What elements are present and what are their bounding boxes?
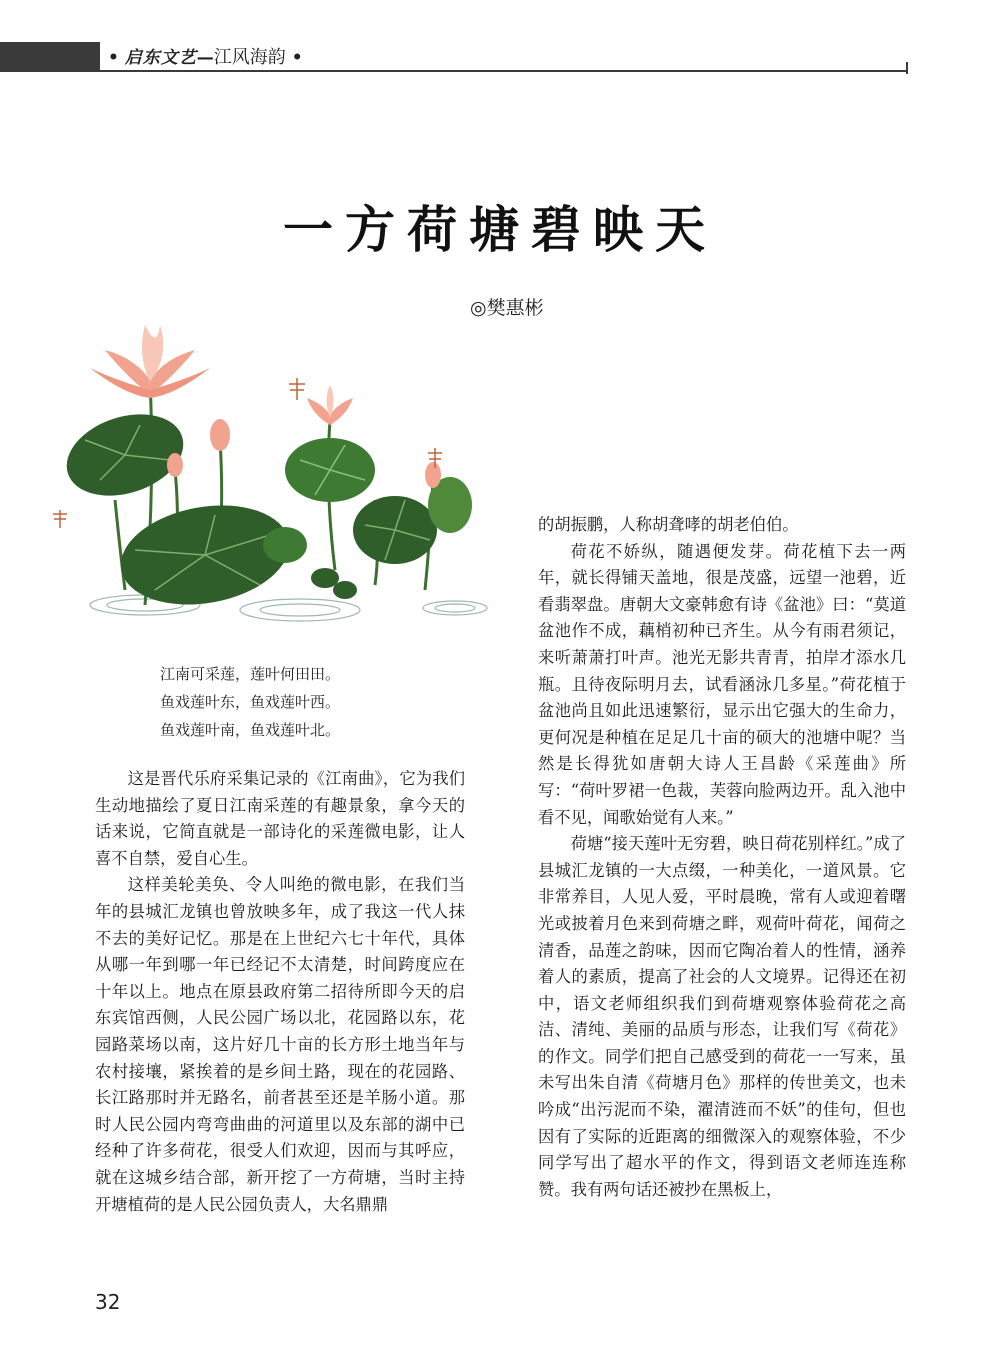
running-header <box>108 44 303 72</box>
header-bullet: • <box>108 48 119 68</box>
header-bullet: • <box>291 48 303 68</box>
paragraph: 荷花不娇纵，随遇便发芽。荷花植下去一两年，就长得铺天盖地，很是茂盛，远望一池碧，近看翡翠盘。唐朝大文豪韩愈有诗《盆池》曰：“莫道盆池作不成，藕梢初种已齐生。从今有雨君须记，来听萧萧打叶声。池光无影共青青，拍岸才添水几瓶。且待夜际明月去，试看涵泳几多星。”荷花植于盆池尚且如此迅速繁衍，显示出它强大的生命力，更何况是种植在足足几十亩的硕大的池塘中呢？当然是长得犹如唐朝大诗人王昌龄《采莲曲》所写：“荷叶罗裙一色裁，芙蓉向脸两边开。乱入池中看不见，闻歌始觉有人来。” <box>538 541 906 827</box>
header-dash: — <box>196 48 214 68</box>
lotus-leaves-icon <box>56 400 472 617</box>
header-rule-end <box>906 62 908 74</box>
lotus-illustration <box>45 320 495 630</box>
poem-line: 鱼戏莲叶东，鱼戏莲叶西。 <box>160 693 341 711</box>
poem-line: 鱼戏莲叶南，鱼戏莲叶北。 <box>160 721 341 739</box>
poem-line: 江南可采莲，莲叶何田田。 <box>160 665 341 683</box>
water-ripples-icon <box>90 595 487 621</box>
paragraph: 这是晋代乐府采集记录的《江南曲》，它为我们生动地描绘了夏日江南采莲的有趣景象，拿今天的话来说，它简直就是一部诗化的采莲微电影，让人喜不自禁，爱自心生。 <box>95 769 465 868</box>
page-number: 32 <box>95 1290 121 1314</box>
paragraph-continued: 的胡振鹏，人称胡聋哮的胡老伯伯。 <box>538 515 799 534</box>
paragraph: 荷塘“接天莲叶无穷碧，映日荷花别样红。”成了县城汇龙镇的一大点缀，一种美化，一道风景。它非常养目，人见人爱，平时晨晚，常有人或迎着曙光或披着月色来到荷塘之畔，观荷叶荷花，闻荷之清香，品莲之韵味，因而它陶冶着人的性情，涵养着人的素质，提高了社会的人文境界。记得还在初中，语文老师组织我们到荷塘观察体验荷花之高洁、清纯、美丽的品质与形态，让我们写《荷花》的作文。同学们把自己感受到的荷花一一写来，虽未写出朱自清《荷塘月色》那样的传世美文，也未吟成“出污泥而不染，濯清涟而不妖”的佳句，但也因有了实际的近距离的细微深入的观察体验，不少同学写出了超水平的作文，得到语文老师连连称赞。我有两句话还被抄在黑板上， <box>538 834 906 1199</box>
poem-block <box>160 660 340 744</box>
right-column <box>538 512 906 1203</box>
left-column <box>95 766 465 1218</box>
article-title: 一方荷塘碧映天 <box>283 200 717 259</box>
header-bar <box>0 42 100 72</box>
header-rule <box>100 70 908 72</box>
paragraph: 这样美轮美奂、令人叫绝的微电影，在我们当年的县城汇龙镇也曾放映多年，成了我这一代人抹不去的美好记忆。那是在上世纪六七十年代，具体从哪一年到哪一年已经记不太清楚，时间跨度应在十年以上。地点在原县政府第二招待所即今天的启东宾馆西侧，人民公园广场以北，花园路以东，花园路菜场以南，这片好几十亩的长方形土地当年与农村接壤，紧挨着的是乡间土路，现在的花园路、长江路那时并无路名，前者甚至还是羊肠小道。那时人民公园内弯弯曲曲的河道里以及东部的湖中已经种了许多荷花，很受人们欢迎，因而与其呼应，就在这城乡结合部，新开挖了一方荷塘，当时主持开塘植荷的是人民公园负责人，大名鼎鼎 <box>95 875 465 1214</box>
article-author: ◎樊惠彬 <box>470 297 544 319</box>
header-column: 江风海韵 <box>213 47 286 68</box>
header-section: 启东文艺 <box>124 48 197 68</box>
